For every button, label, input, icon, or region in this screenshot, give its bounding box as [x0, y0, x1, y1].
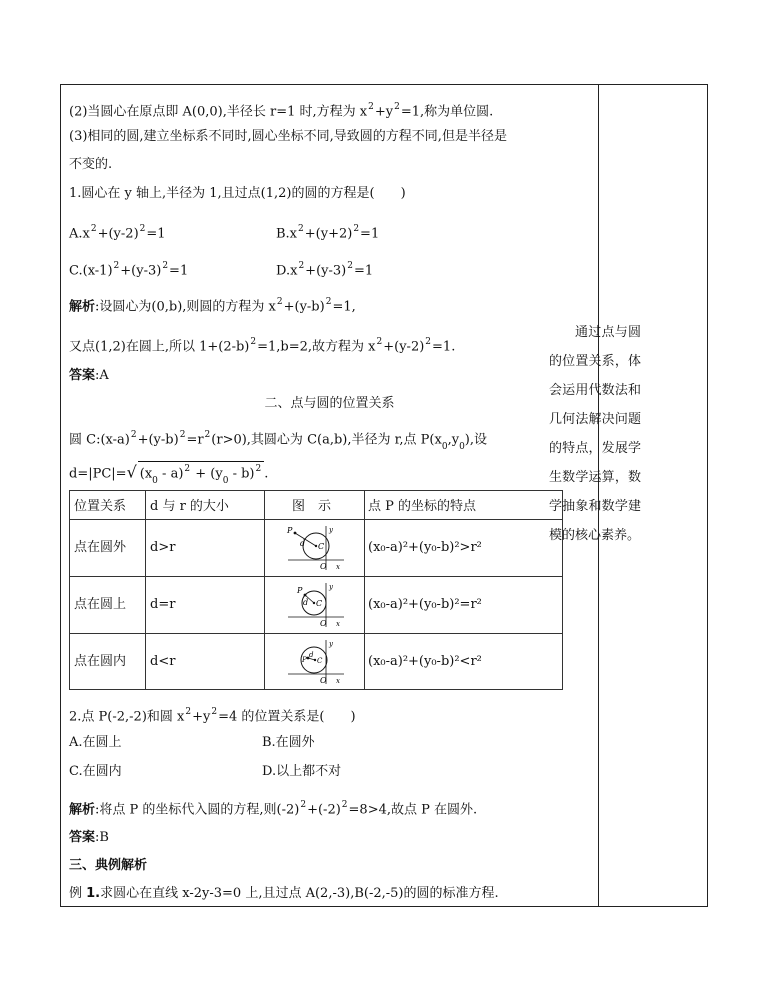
label-d: d [309, 651, 314, 659]
label-p: P [302, 656, 307, 664]
teaching-goal-note: 通过点与圆的位置关系，体会运用代数法和几何法解决问题的特点，发展学生数学运算，数学抽象和数学建模的核心素养。 [549, 325, 641, 543]
question-1-stem: 1.圆心在 y 轴上,半径为 1,且过点(1,2)的圆的方程是( ) [69, 186, 406, 201]
label-d: d [303, 598, 309, 607]
point-on-circle-diagram [282, 581, 346, 629]
header-position: 位置关系 [74, 499, 127, 514]
label-c: C [317, 657, 323, 665]
label-o: O [320, 676, 327, 685]
coordinate-note-end: 不变的. [69, 157, 113, 172]
label-x: x [336, 563, 340, 571]
q1-option-a: $A.x^2+(y-2)^2=1$ [69, 224, 166, 242]
q2-option-b: B.在圆外 [262, 735, 315, 750]
point-inside-circle-diagram [282, 638, 346, 686]
header-figure: 图 示 [292, 499, 332, 514]
label-d: d [300, 539, 306, 548]
label-y: y [329, 640, 333, 648]
label-x: x [336, 677, 340, 685]
label-y: y [329, 583, 333, 591]
q2-answer: 答案:B [69, 830, 109, 845]
q2-option-c: C.在圆内 [69, 764, 122, 779]
label-y: y [329, 526, 333, 534]
label-o: O [320, 562, 327, 571]
q1-option-c: $C.(x-1)^2+(y-3)^2=1$ [69, 261, 189, 279]
table-row: 点在圆上 d=r P d C y O x (x₀-a)²+(y₀-b)²=r² [70, 576, 562, 634]
q1-option-d: $D.x^2+(y-3)^2=1$ [276, 261, 374, 279]
q2-option-a: A.在圆上 [69, 735, 122, 750]
point-circle-position-table [69, 490, 563, 690]
unit-circle-note: (2)当圆心在原点即 A(0,0),半径长 r=1 时,方程为 $x^2+y^2=1$,称为单位圆. [69, 102, 494, 120]
section-2-title: 二、点与圆的位置关系 [264, 396, 395, 411]
q1-option-b: $B.x^2+(y+2)^2=1$ [276, 224, 380, 242]
q1-solution-line-1: 解析:设圆心为(0,b),则圆的方程为 $x^2+(y-b)^2=1$, [69, 297, 356, 315]
label-o: O [320, 619, 327, 628]
section-3-title: 三、典例解析 [69, 858, 148, 873]
coordinate-note: (3)相同的圆,建立坐标系不同时,圆心坐标不同,导致圆的方程不同,但是半径是 [69, 129, 507, 144]
q1-answer: 答案:A [69, 368, 109, 383]
label-x: x [336, 620, 340, 628]
q1-solution-line-2: 又点(1,2)在圆上,所以 $1+(2-b)^2=1,b=2$,故方程为 $x^2+(y-2)^2=1$. [69, 337, 456, 355]
header-d-vs-r: d 与 r 的大小 [150, 499, 229, 514]
point-outside-circle-diagram [282, 524, 346, 572]
table-row: 点在圆外 d>r P d C y O x (x₀-a)²+(y₀-b)²>r² [70, 519, 562, 577]
q2-option-d: D.以上都不对 [262, 764, 342, 779]
label-p: P [287, 526, 293, 535]
label-c: C [318, 542, 325, 551]
label-p: P [297, 586, 303, 595]
question-2-stem: 2.点 P(-2,-2)和圆 $x^2+y^2=4$ 的位置关系是( ) [69, 707, 356, 725]
header-condition: 点 P 的坐标的特点 [368, 499, 477, 514]
example-1: 例 1.求圆心在直线 x-2y-3=0 上,且过点 A(2,-3),B(-2,-5)的圆的标准方程. [69, 886, 499, 901]
circle-definition: 圆 $C:(x-a)^2+(y-b)^2=r^2(r>0)$,其圆心为 C(a,b),半径为 r,点 $P(x_0,y_0)$,设 [69, 430, 488, 452]
distance-formula: d=|PC|=√ $(x_0 - a)^2 + (y_0 - b)^2$ . [69, 462, 269, 486]
label-c: C [316, 599, 323, 608]
table-row: 点在圆内 d<r P d C y O x (x₀-a)²+(y₀-b)²<r² [70, 633, 562, 691]
q2-solution: 解析:将点 P 的坐标代入圆的方程,则$(-2)^2+(-2)^2=8>4$,故点 P 在圆外. [69, 800, 478, 818]
